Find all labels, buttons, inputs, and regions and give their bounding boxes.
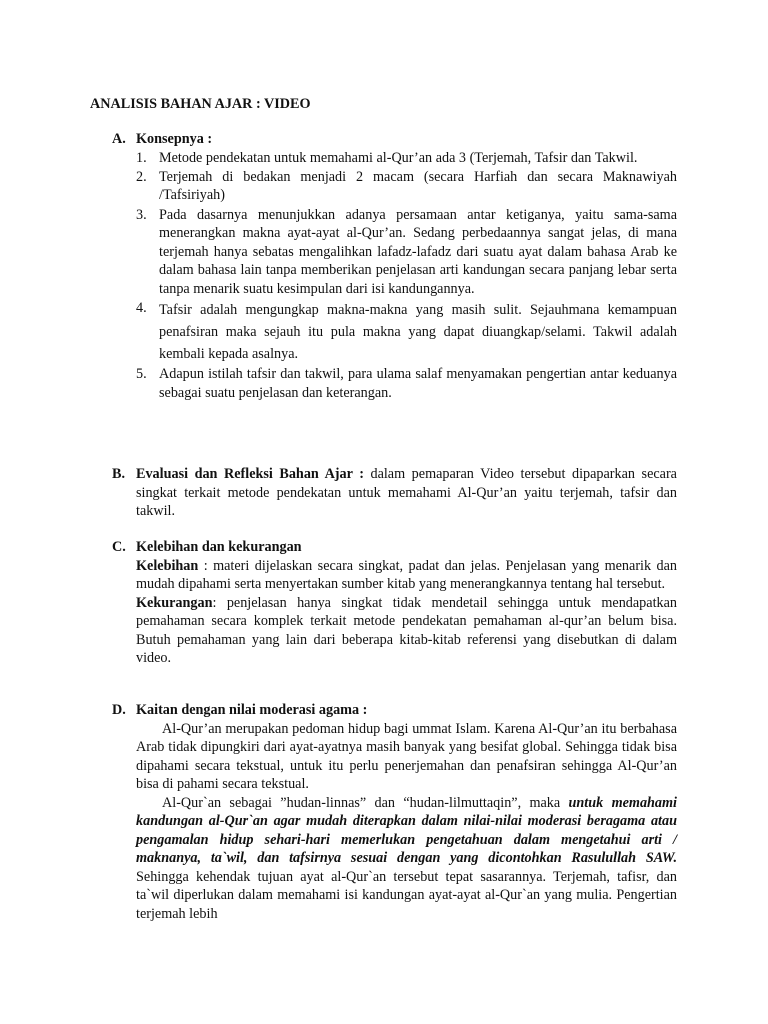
list-item [136, 206, 677, 299]
list-text: Pada dasarnya menunjukkan adanya persamaan antar ketiganya, yaitu sama-sama menerangkan makna ayat-ayat al-Qur’an. Sedang perbedaannya sangat jelas, di mana terjemah hanya sebatas mengalihkan lafadz-lafadz dari suatu ayat dalam bahasa Arab ke dalam bahasa lain tanpa memberikan penjelasan arti kandungan secara panjang lebar serta tanpa menarik suatu kesimpulan dari isi kandungannya. [159, 206, 677, 297]
section-a-letter: A. [112, 131, 126, 147]
paragraph-2-intro: Al-Qur`an sebagai ”hudan-linnas” dan “hudan-lilmuttaqin”, maka [162, 794, 569, 811]
section-d-title: Kaitan dengan nilai moderasi agama : [136, 702, 368, 718]
list-item [136, 168, 677, 205]
list-number: 5. [136, 366, 147, 382]
section-c-letter: C. [112, 539, 126, 555]
list-number: 4. [136, 300, 147, 316]
section-c-body [136, 538, 677, 668]
section-b-body [136, 465, 677, 521]
paragraph-2-rest: Sehingga kehendak tujuan ayat al-Qur`an tersebut tepat sasarannya. Terjemah, tafisr, dan ta`wil diperlukan dalam memahami isi kandungan ayat-ayat al-Qur`an yang mulia. Pengertian terjemah lebih [136, 868, 677, 922]
list-text: Terjemah di bedakan menjadi 2 macam (secara Harfiah dan secara Maknawiyah /Tafsiriyah) [159, 168, 677, 203]
paragraph-2-emphasis: untuk memahami kandungan al-Qur`an agar mudah diterapkan dalam nilai-nilai moderasi beragama atau pengamalan hidup sehari-hari memerlukan pengetahuan dalam mengetahui arti / maknanya, ta`wil, dan tafsirnya sesuai dengan yang dicontohkan Rasulullah SAW. [136, 794, 677, 866]
section-a-heading [136, 130, 677, 149]
concept-list [136, 149, 677, 402]
section-c-title: Kelebihan dan kekurangan [136, 539, 302, 555]
kekurangan-text: : penjelasan hanya singkat tidak mendetail sehingga untuk mendapatkan pemahaman secara komplek terkait metode pendekatan pemahaman al-qur’an belum bisa. Butuh pemahaman yang lain dari beberapa kitab-kitab referensi yang disebutkan di dalam video. [136, 594, 677, 666]
section-b-letter: B. [112, 466, 126, 482]
list-item [136, 299, 677, 365]
paragraph-2 [136, 794, 677, 924]
list-number: 3. [136, 206, 147, 223]
section-a-title: Konsepnya : [136, 131, 213, 147]
list-text: Metode pendekatan untuk memahami al-Qur’an ada 3 (Terjemah, Tafsir dan Takwil. [159, 150, 638, 166]
section-d-letter: D. [112, 702, 126, 718]
kelebihan-label: Kelebihan [136, 557, 199, 574]
document-title: ANALISIS BAHAN AJAR : VIDEO [90, 96, 311, 112]
list-number: 2. [136, 168, 147, 185]
list-number: 1. [136, 150, 147, 166]
section-b-text: dalam pemaparan Video tersebut dipaparkan secara singkat terkait metode pendekatan untuk memahami Al-Qur’an yaitu terjemah, tafsir dan takwil. [136, 466, 677, 519]
list-text: Adapun istilah tafsir dan takwil, para ulama salaf menyamakan pengertian antar keduanya sebagai suatu penjelasan dan keterangan. [159, 366, 677, 401]
list-item [136, 365, 677, 402]
list-text: Tafsir adalah mengungkap makna-makna yang masih sulit. Sejauhmana kemampuan penafsiran maka sejauh itu pula makna yang dapat diuangkap/selami. Takwil adalah kembali kepada asalnya. [159, 302, 677, 362]
list-item [136, 149, 677, 168]
section-b-title: Evaluasi dan Refleksi Bahan Ajar : [136, 466, 364, 482]
kekurangan-paragraph [136, 594, 677, 668]
section-d-body [136, 701, 677, 923]
kelebihan-text: : materi dijelaskan secara singkat, padat dan jelas. Penjelasan yang menarik dan mudah dipahami serta menyertakan sumber kitab yang menerangkannya tentang hal tersebut. [136, 557, 677, 592]
paragraph-1: Al-Qur’an merupakan pedoman hidup bagi ummat Islam. Karena Al-Qur’an itu berbahasa Arab tidak dipungkiri dari ayat-ayatnya masih banyak yang besifat global. Sehingga tidak bisa dipahami secara tekstual, untuk itu perlu penerjemahan dan penafsiran sehingga Al-Qur’an bisa di pahami secara tekstual. [136, 720, 677, 792]
kelebihan-paragraph [136, 557, 677, 594]
kekurangan-label: Kekurangan [136, 594, 213, 611]
